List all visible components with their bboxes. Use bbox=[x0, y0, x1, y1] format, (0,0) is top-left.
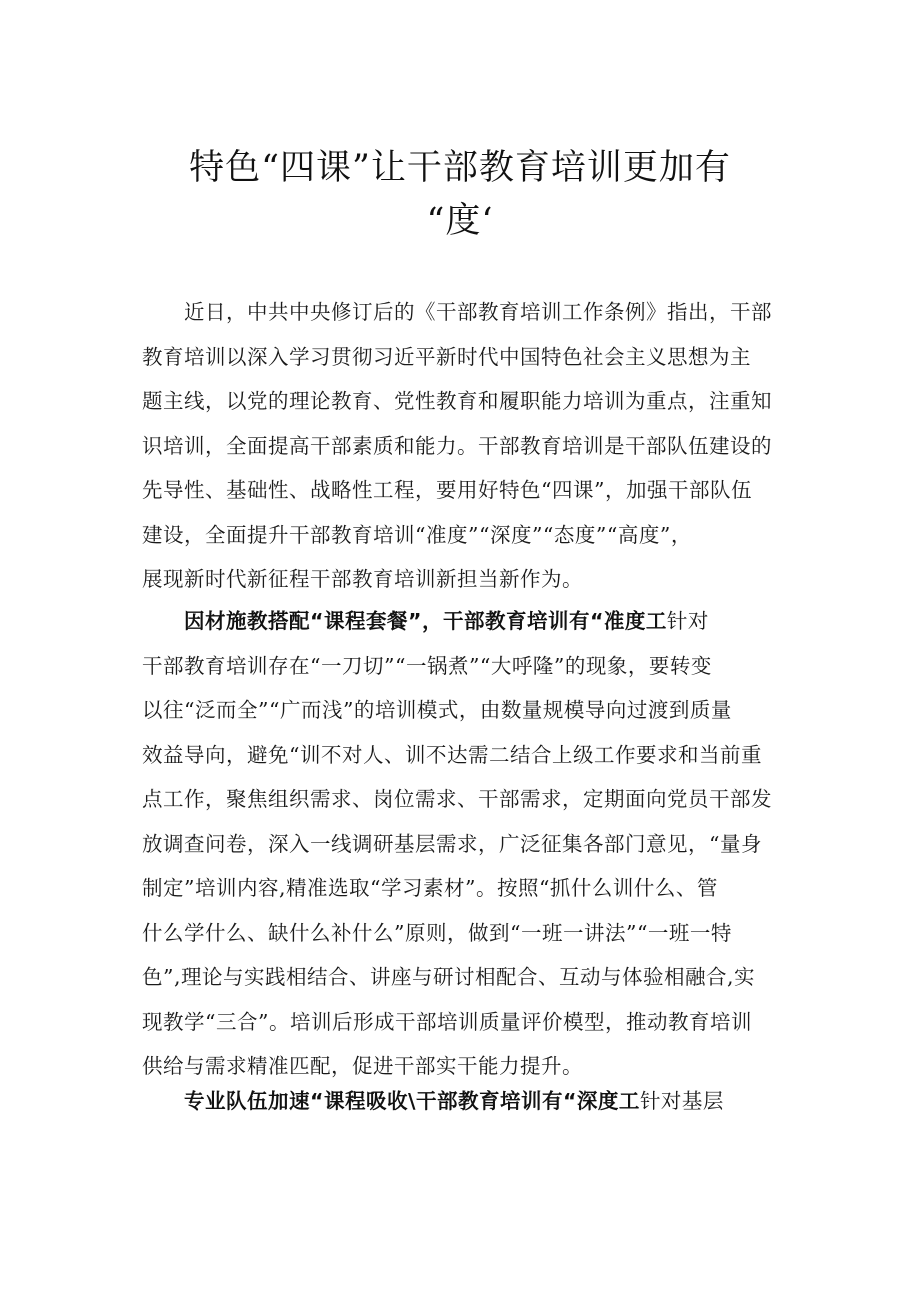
paragraph-line: 题主线，以党的理论教育、党性教育和履职能力培训为重点，注重知 bbox=[142, 389, 772, 413]
section-heading-tail: 针对 bbox=[666, 609, 709, 633]
paragraph-line: 放调查问卷，深入一线调研基层需求，广泛征集各部门意见，“量身 bbox=[142, 831, 762, 856]
paragraph-line: 教育培训以深入学习贯彻习近平新时代中国特色社会主义思想为主 bbox=[142, 344, 751, 369]
paragraph-line: 干部教育培训存在“一刀切”“一锅煮”“大呼隆”的现象，要转变 bbox=[142, 653, 712, 678]
paragraph-line: 识培训，全面提高干部素质和能力。干部教育培训是干部队伍建设的 bbox=[142, 433, 772, 458]
section-heading-depth: 专业队伍加速“课程吸收\干部教育培训有“深度工 bbox=[184, 1089, 640, 1113]
paragraph-line: 什么学什么、缺什么补什么”原则，做到“一班一讲法”“一班一特 bbox=[142, 920, 732, 945]
paragraph-accuracy bbox=[142, 599, 802, 1089]
paragraph-line: 先导性、基础性、战略性工程，要用好特色“四课”，加强干部队伍 bbox=[142, 478, 752, 502]
paragraph-heading-line bbox=[142, 1079, 802, 1124]
paragraph-line: 近日，中共中央修订后的《干部教育培训工作条例》指出，干部 bbox=[184, 300, 772, 324]
paragraph-depth bbox=[142, 1079, 802, 1124]
section-heading-accuracy: 因材施教搭配“课程套餐”，干部教育培训有“准度工 bbox=[184, 609, 667, 633]
document-title-line-1: 特色“四课”让干部教育培训更加有 bbox=[189, 148, 731, 188]
paragraph-heading-line bbox=[142, 599, 802, 644]
paragraph-line: 制定”培训内容,精准选取“学习素材”。按照“抓什么训什么、管 bbox=[142, 876, 718, 900]
paragraph-intro bbox=[142, 290, 802, 602]
paragraph-line: 效益导向，避免“训不对人、训不达需二结合上级工作要求和当前重 bbox=[142, 742, 762, 767]
document-title-line-2: “度‘ bbox=[426, 201, 494, 241]
paragraph-line: 色”,理论与实践相结合、讲座与研讨相配合、互动与体验相融合,实 bbox=[142, 965, 756, 989]
paragraph-line: 以往“泛而全”“广而浅”的培训模式，由数量规模导向过渡到质量 bbox=[142, 698, 732, 722]
paragraph-line: 供给与需求精准匹配，促进干部实干能力提升。 bbox=[142, 1054, 583, 1078]
paragraph-line: 点工作，聚焦组织需求、岗位需求、干部需求，定期面向党员干部发 bbox=[142, 787, 772, 811]
section-heading-tail: 针对基层 bbox=[639, 1089, 724, 1113]
paragraph-line: 建设，全面提升干部教育培训“准度”“深度”“态度”“高度”， bbox=[142, 522, 692, 547]
paragraph-line: 展现新时代新征程干部教育培训新担当新作为。 bbox=[142, 567, 583, 591]
paragraph-line: 现教学“三合”。培训后形成干部培训质量评价模型，推动教育培训 bbox=[142, 1009, 752, 1034]
